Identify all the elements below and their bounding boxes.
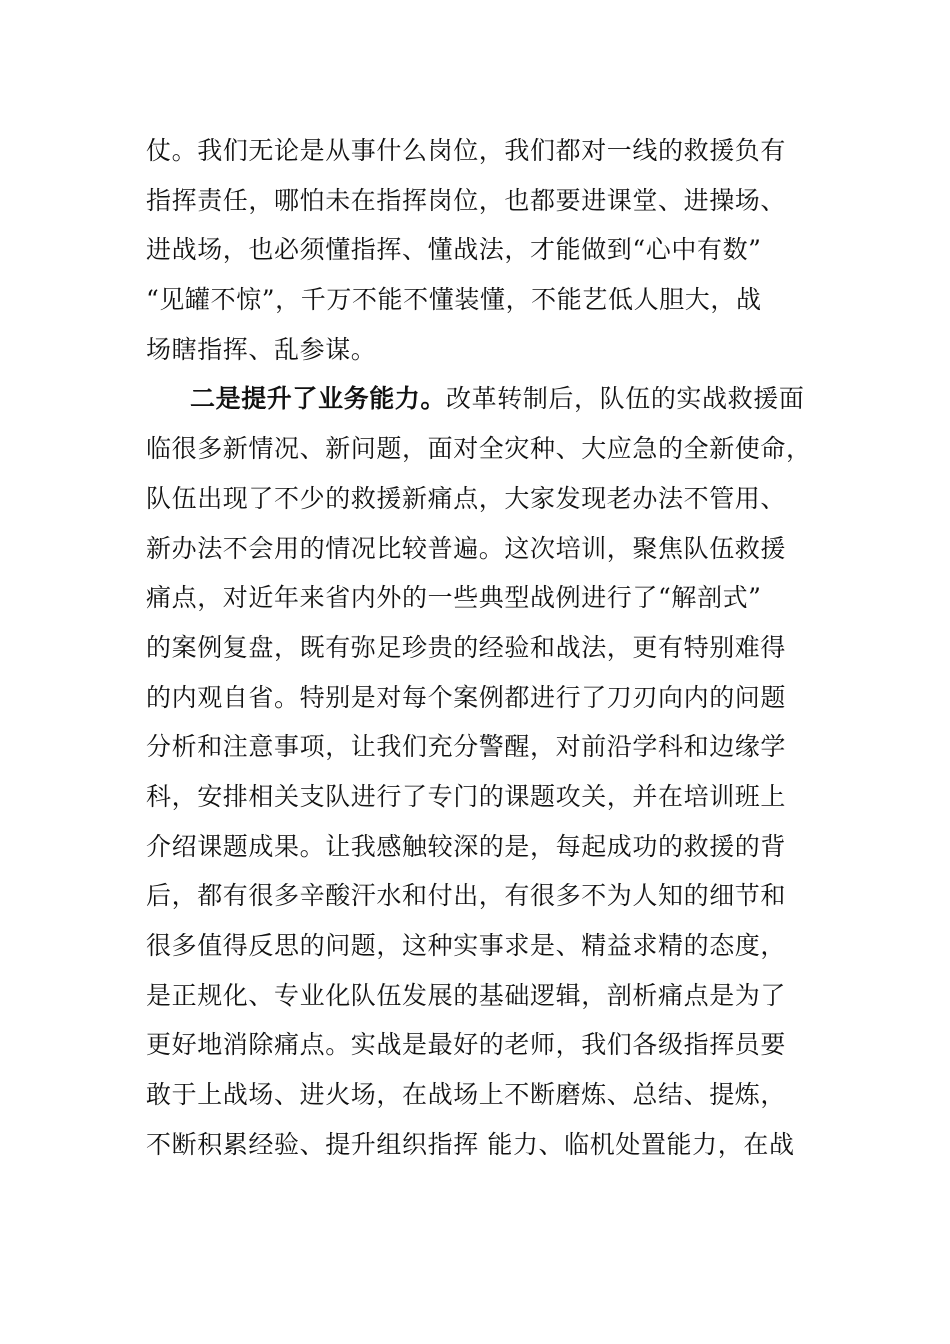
text-line: 敢于上战场、进火场，在战场上不断磨炼、总结、提炼， <box>146 1080 787 1110</box>
text-line: 新办法不会用的情况比较普遍。这次培训，聚焦队伍救援 <box>146 533 787 563</box>
paragraph-1 <box>146 126 806 374</box>
body-text <box>146 126 812 1169</box>
text-line: 的内观自省。特别是对每个案例都进行了刀刃向内的问题 <box>146 682 787 712</box>
text-line: 后，都有很多辛酸汗水和付出，有很多不为人知的细节和 <box>146 881 787 911</box>
text-line: 更好地消除痛点。实战是最好的老师，我们各级指挥员要 <box>146 1030 787 1060</box>
paragraph-heading: 二是提升了业务能力。 <box>190 384 447 414</box>
text-line: 是正规化、专业化队伍发展的基础逻辑，剖析痛点是为了 <box>146 980 787 1010</box>
text-line: 进战场，也必须懂指挥、懂战法，才能做到“心中有数” <box>146 235 762 265</box>
text-line: 痛点，对近年来省内外的一些典型战例进行了“解剖式” <box>146 583 762 613</box>
text-line: 科，安排相关支队进行了专门的课题攻关，并在培训班上 <box>146 781 787 811</box>
text-line: 指挥责任，哪怕未在指挥岗位，也都要进课堂、进操场、 <box>146 185 787 215</box>
text-line: 临很多新情况、新问题，面对全灾种、大应急的全新使命， <box>146 434 812 464</box>
text-line: 介绍课题成果。让我感触较深的是，每起成功的救援的背 <box>146 831 787 861</box>
text-line: 不断积累经验、提升组织指挥 能力、临机处置能力，在战 <box>146 1129 795 1159</box>
text-line: 场瞎指挥、乱参谋。 <box>146 334 377 364</box>
paragraph-2 <box>146 374 812 1169</box>
text-line: 很多值得反思的问题，这种实事求是、精益求精的态度， <box>146 931 787 960</box>
text-line: 仗。我们无论是从事什么岗位，我们都对一线的救援负有 <box>146 136 787 165</box>
text-run: 改革转制后，队伍的实战救援面 <box>446 384 805 414</box>
text-line: “见罐不惊”，千万不能不懂装懂，不能艺低人胆大，战 <box>146 285 762 315</box>
text-line: 的案例复盘，既有弥足珍贵的经验和战法，更有特别难得 <box>146 632 787 662</box>
paragraph-2-first-line <box>146 374 806 424</box>
text-line: 队伍出现了不少的救援新痛点，大家发现老办法不管用、 <box>146 483 787 513</box>
text-line: 分析和注意事项，让我们充分警醒，对前沿学科和边缘学 <box>146 732 787 762</box>
